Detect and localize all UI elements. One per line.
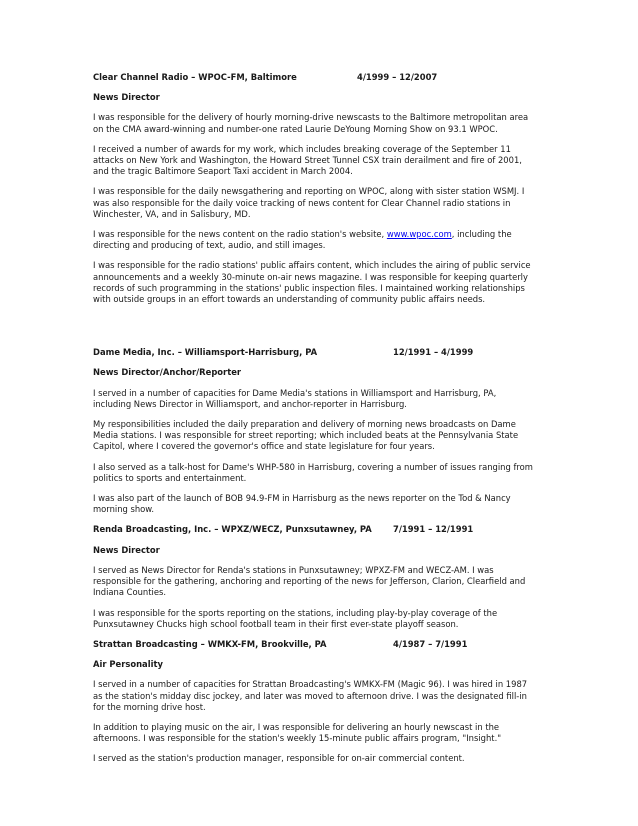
company-name: Dame Media, Inc. – Williamsport-Harrisburg, PA <box>93 347 318 358</box>
job-paragraph: I was responsible for the radio stations' public affairs content, which includes the airing of public service announcements and a weekly 30-minute on-air news magazine. I was responsible for keeping quarterly records of such programming in the stations' public inspection files. I maintained working relationships with outside groups in an effort towards an understanding of community public affairs needs. <box>93 260 531 305</box>
job-paragraph: I served in a number of capacities for Strattan Broadcasting's WMKX-FM (Magic 96). I was hired in 1987 as the station's midday disc jockey, and later was moved to afternoon drive. I was the designated fill-in for the morning drive host. <box>93 679 528 712</box>
job-paragraph: I served as the station's production manager, responsible for on-air commercial content. <box>93 753 465 764</box>
job-title: News Director <box>93 544 160 555</box>
job-paragraph: My responsibilities included the daily preparation and delivery of morning news broadcasts on Dame Media stations. I was responsible for street reporting; which included beats at the Pennsylvania State Capitol, where I covered the governor's office and state legislature for four years. <box>93 419 519 452</box>
job-paragraph: I was responsible for the daily newsgathering and reporting on WPOC, along with sister station WSMJ. I was also responsible for the daily voice tracking of news content for Clear Channel radio stations in Winchester, VA, and in Salisbury, MD. <box>93 186 525 219</box>
company-name: Strattan Broadcasting – WMKX-FM, Brookville, PA <box>93 638 327 649</box>
job-entry-renda <box>93 524 533 629</box>
company-name: Clear Channel Radio – WPOC-FM, Baltimore <box>93 72 297 82</box>
employment-dates: 4/1999 – 12/2007 <box>357 72 438 82</box>
job-paragraph: I served as News Director for Renda's stations in Punxsutawney; WPXZ-FM and WECZ-AM. I was responsible for the gathering, anchoring and reporting of the news for Jefferson, Clarion, Clearfield and Indiana Counties. <box>93 564 526 598</box>
job-paragraph-with-link <box>93 229 533 251</box>
job-paragraph: I received a number of awards for my work, which includes breaking coverage of the September 11 attacks on New York and Washington, the Howard Street Tunnel CSX train derailment and fire of 2001, and the tragic Baltimore Seaport Taxi accident in March 2004. <box>93 143 522 177</box>
job-paragraph: I served in a number of capacities for Dame Media's stations in Williamsport and Harrisburg, PA, including News Director in Williamsport, and anchor-reporter in Harrisburg. <box>93 387 497 409</box>
job-header <box>93 639 533 650</box>
job-paragraph: I also served as a talk-host for Dame's WHP-580 in Harrisburg, covering a number of issues ranging from politics to sports and entertainment. <box>93 461 533 483</box>
job-entry-dame-media <box>93 347 533 515</box>
job-header <box>93 524 533 535</box>
job-paragraph: I was responsible for the delivery of hourly morning-drive newscasts to the Baltimore metropolitan area on the CMA award-winning and number-one rated Laurie DeYoung Morning Show on 93.1 WPOC. <box>93 112 529 134</box>
job-entry-strattan <box>93 639 533 765</box>
job-header <box>93 347 533 358</box>
company-name: Renda Broadcasting, Inc. – WPXZ/WECZ, Punxsutawney, PA <box>93 524 372 535</box>
job-paragraph: I was also part of the launch of BOB 94.9-FM in Harrisburg as the news reporter on the Tod & Nancy morning show. <box>93 493 511 515</box>
job-title: News Director/Anchor/Reporter <box>93 367 242 378</box>
employment-dates: 4/1987 – 7/1991 <box>393 638 468 649</box>
job-entry-wpoc <box>93 72 533 305</box>
job-paragraph: In addition to playing music on the air, I was responsible for delivering an hourly newscast in the afternoons. I was responsible for the station's weekly 15-minute public affairs program, "Insight." <box>93 721 502 744</box>
employment-dates: 12/1991 – 4/1999 <box>393 347 474 358</box>
job-header <box>93 72 533 83</box>
section-spacer <box>93 314 533 347</box>
paragraph-text: I was responsible for the news content on the radio station's website, <box>93 229 387 240</box>
paragraph-text: , including the directing and producing of text, audio, and still images. <box>93 229 512 251</box>
resume-page <box>93 72 533 774</box>
job-paragraph: I was responsible for the sports reporting on the stations, including play-by-play coverage of the Punxsutawney Chucks high school football team in their first ever-state playoff season. <box>93 607 498 629</box>
job-title: Air Personality <box>93 659 163 670</box>
employment-dates: 7/1991 – 12/1991 <box>393 524 474 535</box>
website-link[interactable]: www.wpoc.com <box>386 229 452 240</box>
job-title: News Director <box>93 92 160 103</box>
